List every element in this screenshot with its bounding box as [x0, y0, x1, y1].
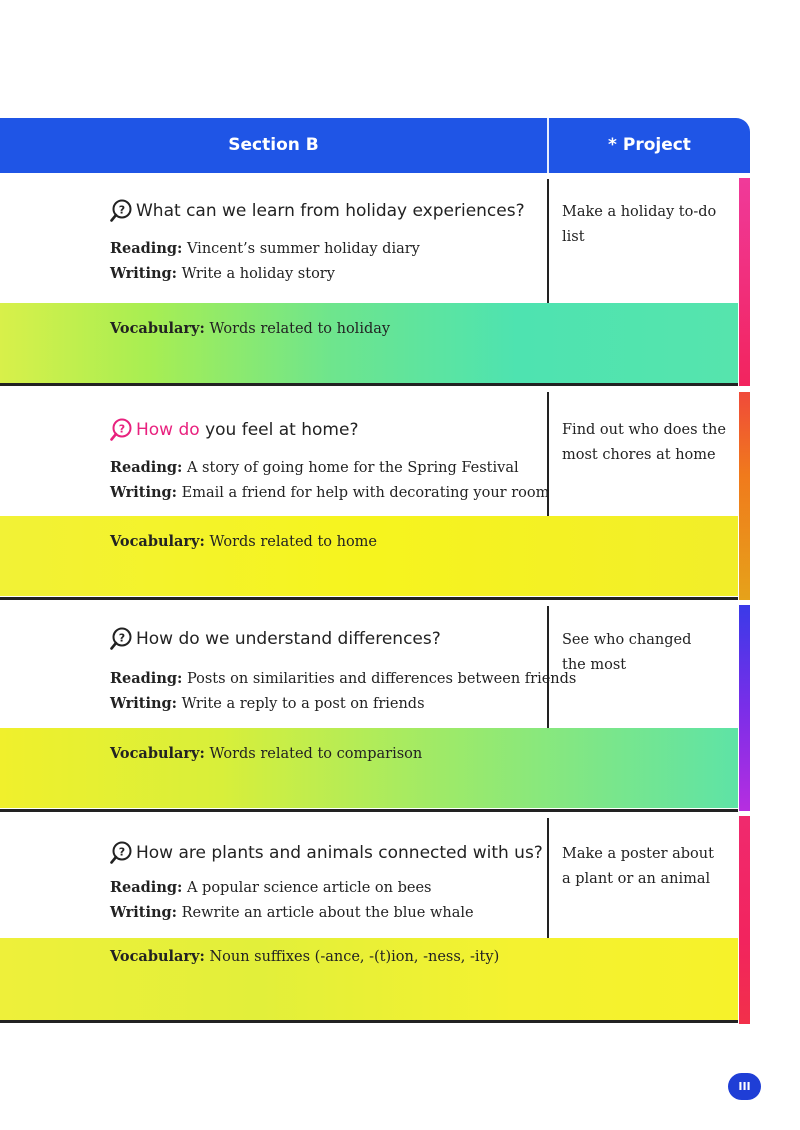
column-divider [547, 606, 549, 730]
vocabulary-line [110, 948, 499, 965]
vocabulary-line [110, 320, 390, 337]
reading-line [110, 459, 519, 476]
svg-text:?: ? [118, 422, 126, 436]
section-b-heading: Section B [228, 135, 319, 155]
writing-label: Writing: [110, 904, 178, 921]
project-text: Make a holiday to-do list [562, 204, 717, 245]
question-highlight: How do [136, 420, 200, 440]
vocabulary-band [0, 728, 738, 808]
svg-text:?: ? [118, 845, 126, 859]
svg-text:?: ? [118, 203, 126, 217]
svg-text:?: ? [118, 631, 126, 645]
reading-label: Reading: [110, 240, 183, 257]
column-divider [547, 179, 549, 303]
question-magnifier-icon [110, 418, 132, 442]
vocabulary-line [110, 533, 377, 550]
project-text: Find out who does the most chores at home [562, 422, 726, 463]
reading-text: A popular science article on bees [186, 880, 432, 896]
question-magnifier-icon [110, 841, 132, 865]
writing-line [110, 484, 549, 501]
unit-color-bar [739, 816, 750, 1024]
vocabulary-text: Words related to holiday [209, 321, 391, 337]
writing-text: Rewrite an article about the blue whale [181, 905, 474, 921]
writing-text: Email a friend for help with decorating your room [181, 485, 550, 501]
writing-label: Writing: [110, 265, 178, 282]
vocabulary-text: Words related to home [209, 534, 378, 550]
question-text: How do we understand differences? [136, 629, 441, 649]
unit-row-4 [0, 812, 750, 1026]
unit-question [110, 199, 525, 223]
unit-row-3 [0, 600, 750, 812]
writing-text: Write a holiday story [181, 266, 335, 282]
project-text: See who changed the most [562, 632, 692, 673]
vocabulary-band [0, 516, 738, 596]
reading-text: Posts on similarities and differences between friends [186, 671, 577, 687]
reading-line [110, 240, 420, 257]
question-text: What can we learn from holiday experiences? [136, 201, 525, 221]
reading-line [110, 879, 432, 896]
reading-text: A story of going home for the Spring Festival [186, 460, 519, 476]
unit-color-bar [739, 392, 750, 600]
unit-color-bar [739, 605, 750, 811]
writing-text: Write a reply to a post on friends [181, 696, 425, 712]
reading-label: Reading: [110, 879, 183, 896]
question-magnifier-icon [110, 199, 132, 223]
project-heading: * Project [608, 135, 691, 155]
unit-question [110, 841, 543, 865]
writing-line [110, 265, 335, 282]
unit-color-bar [739, 178, 750, 386]
reading-text: Vincent’s summer holiday diary [186, 241, 420, 257]
question-magnifier-icon [110, 627, 132, 651]
project-text: Make a poster about a plant or an animal [562, 846, 714, 887]
vocabulary-band [0, 303, 738, 383]
writing-line [110, 695, 425, 712]
page-number-badge: III [728, 1073, 761, 1100]
writing-label: Writing: [110, 484, 178, 501]
question-text: How are plants and animals connected with us? [136, 843, 543, 863]
unit-row-1 [0, 173, 750, 386]
unit-question [110, 418, 358, 442]
writing-label: Writing: [110, 695, 178, 712]
vocabulary-label: Vocabulary: [110, 320, 205, 337]
reading-label: Reading: [110, 670, 183, 687]
unit-row-2 [0, 386, 750, 600]
vocabulary-label: Vocabulary: [110, 745, 205, 762]
vocabulary-label: Vocabulary: [110, 533, 205, 550]
vocabulary-label: Vocabulary: [110, 948, 205, 965]
unit-bottom-rule [0, 1020, 738, 1023]
vocabulary-band [0, 938, 738, 1020]
vocabulary-text: Words related to comparison [209, 746, 423, 762]
unit-question [110, 627, 441, 651]
table-header [0, 118, 750, 173]
question-text: you feel at home? [205, 420, 359, 440]
reading-line [110, 670, 576, 687]
vocabulary-text: Noun suffixes (-ance, -(t)ion, -ness, -ity) [209, 949, 500, 965]
reading-label: Reading: [110, 459, 183, 476]
vocabulary-line [110, 745, 422, 762]
writing-line [110, 904, 474, 921]
column-divider [547, 818, 549, 940]
